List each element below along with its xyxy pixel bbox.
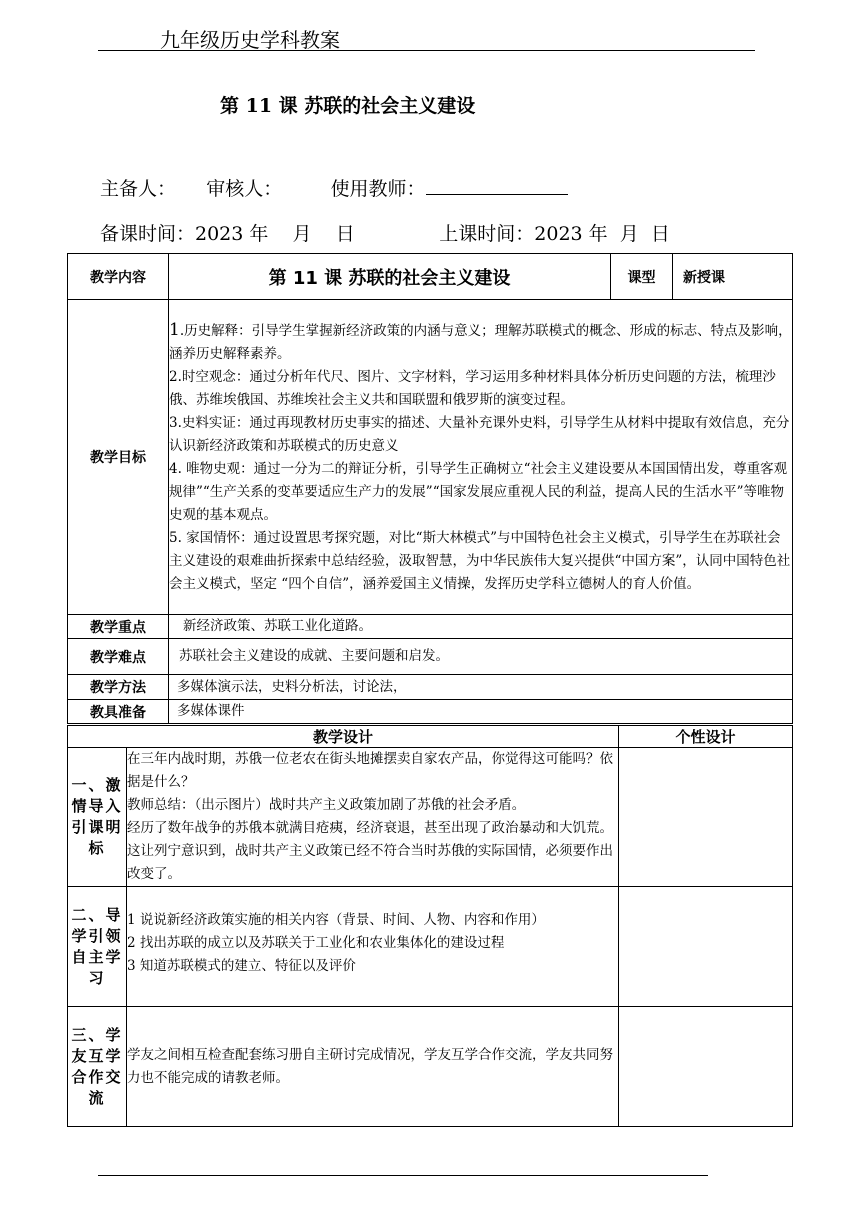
stage-1-line-2: 教师总结：（出示图片）战时共产主义政策加剧了苏俄的社会矛盾。: [127, 797, 526, 813]
design-header-row: [68, 726, 793, 748]
method-row: [68, 675, 793, 700]
difficulty-value: 苏联社会主义建设的成就、主要问题和启发。: [169, 639, 793, 675]
document-header-title: 九年级历史学科教案: [160, 28, 340, 52]
tools-row: [68, 700, 793, 724]
stage-row-2: [68, 887, 793, 1007]
content-label: 教学内容: [68, 254, 169, 300]
difficulty-row: [68, 639, 793, 675]
objective-3: 3.史料实证：通过再现教材历史事实的描述、大量补充课外史料，引导学生从材料中提取有效信息，充分认识新经济政策和苏联模式的历史意义: [169, 414, 790, 454]
meta-preparers-text: 主备人： 审核人： 使用教师：: [100, 178, 426, 200]
stage-2-label: 二、导学引领自主学习: [68, 887, 127, 1007]
content-value: 第 11 课 苏联的社会主义建设: [169, 254, 611, 300]
teaching-design-table: [67, 725, 793, 1127]
difficulty-label: 教学难点: [68, 639, 169, 675]
stage-3-content: [127, 1007, 619, 1127]
focus-row: [68, 615, 793, 639]
stage-2-content: [127, 887, 619, 1007]
teacher-name-blank: [426, 178, 568, 195]
stage-1-line-1: 在三年内战时期，苏俄一位老农在街头地摊摆卖自家农产品，你觉得这可能吗？依据是什么？: [127, 751, 613, 790]
objective-2: 2.时空观念：通过分析年代尺、图片、文字材料，学习运用多种材料具体分析历史问题的方法，梳理沙俄、苏维埃俄国、苏维埃社会主义共和国联盟和俄罗斯的演变过程。: [169, 368, 776, 408]
objective-5: 5. 家国情怀：通过设置思考探究题，对比“斯大林模式”与中国特色社会主义模式，引导学生在苏联社会主义建设的艰难曲折探索中总结经验，汲取智慧，为中华民族伟大复兴提供“中国方案”，认同中国特色社会主义模式，坚定 “四个自信”，涵养爱国主义情操，发挥历史学科立德树人的育人价值。: [169, 529, 791, 592]
stage-1-label: 一、激情导入引课明标: [68, 748, 127, 887]
stage-row-3: [68, 1007, 793, 1127]
tools-value: 多媒体课件: [169, 700, 793, 724]
objectives-row: [68, 300, 793, 615]
stage-3-personal-cell: [619, 1007, 793, 1127]
objectives-label: 教学目标: [68, 300, 169, 615]
objective-4: 4. 唯物史观：通过一分为二的辩证分析，引导学生正确树立“社会主义建设要从本国国情出发，尊重客观规律”“生产关系的变革要适应生产力的发展”“国家发展应重视人民的利益，提高人民的生活水平”等唯物史观的基本观点。: [169, 460, 788, 523]
stage-3-label: 三、学友互学合作交流: [68, 1007, 127, 1127]
stage-2-personal-cell: [619, 887, 793, 1007]
header-rule: [98, 50, 755, 51]
type-label: 课型: [611, 254, 673, 300]
objective-1-number: 1: [169, 319, 180, 340]
personal-design-header: 个性设计: [619, 726, 793, 748]
type-value: 新授课: [673, 254, 793, 300]
lesson-title: 第 11 课 苏联的社会主义建设: [220, 95, 476, 117]
stage-row-1: [68, 748, 793, 887]
focus-label: 教学重点: [68, 615, 169, 639]
content-row: [68, 254, 793, 300]
method-value: 多媒体演示法，史料分析法，讨论法，: [169, 675, 793, 700]
stage-2-line-2: 2 找出苏联的成立以及苏联关于工业化和农业集体化的建设过程: [127, 935, 505, 951]
objective-1: [169, 319, 792, 366]
stage-1-content: [127, 748, 619, 887]
stage-2-line-3: 3 知道苏联模式的建立、特征以及评价: [127, 958, 356, 974]
meta-line-dates: 备课时间：2023 年 月 日 上课时间：2023 年 月 日: [100, 223, 670, 245]
focus-value: 新经济政策、苏联工业化道路。: [169, 615, 793, 639]
stage-2-line-1: 1 说说新经济政策实施的相关内容（背景、时间、人物、内容和作用）: [127, 912, 545, 928]
meta-line-preparers: [100, 174, 568, 201]
stage-1-line-3: 经历了数年战争的苏俄本就满目疮痍，经济衰退，甚至出现了政治暴动和大饥荒。这让列宁意识到，战时共产主义政策已经不符合当时苏俄的实际国情，必须要作出改变了。: [127, 820, 613, 882]
objective-1-text: .历史解释：引导学生掌握新经济政策的内涵与意义；理解苏联模式的概念、形成的标志、特点及影响，涵养历史解释素养。: [169, 322, 792, 362]
tools-label: 教具准备: [68, 700, 169, 724]
stage-1-personal-cell: [619, 748, 793, 887]
design-header: 教学设计: [68, 726, 619, 748]
stage-3-line-1: 学友之间相互检查配套练习册自主研讨完成情况，学友互学合作交流，学友共同努力也不能完成的请教老师。: [127, 1046, 613, 1086]
lesson-info-table: [67, 253, 793, 724]
method-label: 教学方法: [68, 675, 169, 700]
objectives-content: [169, 300, 793, 615]
footer-rule: [98, 1175, 708, 1176]
